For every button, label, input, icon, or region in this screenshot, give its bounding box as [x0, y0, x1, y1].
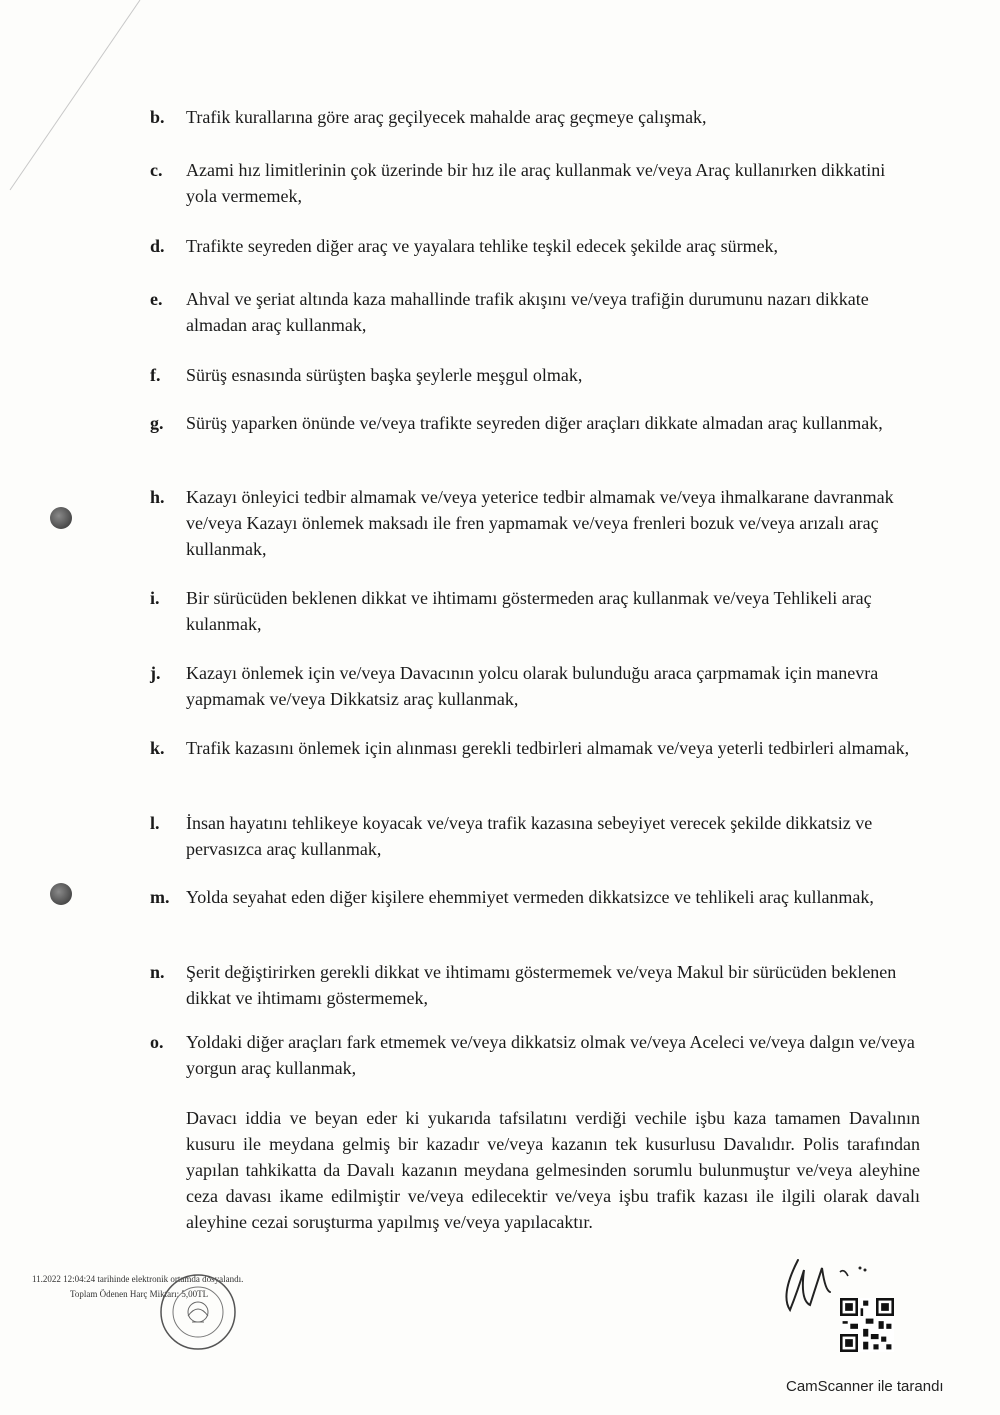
court-seal-stamp	[158, 1272, 238, 1352]
item-text: Sürüş esnasında sürüşten başka şeylerle meşgul olmak,	[186, 365, 583, 385]
scanner-watermark: CamScanner ile tarandı	[786, 1378, 944, 1395]
item-letter: j.	[150, 663, 161, 683]
paper-fold-line	[0, 0, 160, 200]
filing-note: 11.2022 12:04:24 tarihinde elektronik ortamda dosyalandı.	[32, 1274, 244, 1284]
qr-code	[840, 1298, 894, 1352]
item-text: İnsan hayatını tehlikeye koyacak ve/veya trafik kazasına sebeyiyet verecek şekilde dikkatsiz ve pervasızca araç kullanmak,	[186, 813, 873, 859]
punch-hole-bottom	[50, 883, 72, 905]
list-item-m	[150, 884, 920, 910]
closing-paragraph: Davacı iddia ve beyan eder ki yukarıda tafsilatını verdiği vechile işbu kaza tamamen Davalının kusuru ile meydana gelmiş bir kazadır ve/veya kazanın tek kusurlusu Davalıdır. Polis tarafından yapılan tahkikatta da Davalı kazanın meydana gelmesinden sorumlu bulunmuştur ve/veya aleyhine ceza davası ikame edilmiştir ve/veya edilecektir ve/veya işbu trafik kazası ile ilgili olarak davalı aleyhine cezai soruşturma yapılmış ve/veya yapılacaktır.	[186, 1108, 920, 1232]
fee-note: Toplam Ödenen Harç Miktarı: 5,00TL	[70, 1289, 209, 1299]
list-item-h	[150, 484, 920, 562]
list-item-j	[150, 660, 920, 712]
item-letter: e.	[150, 289, 163, 309]
item-text: Azami hız limitlerinin çok üzerinde bir hız ile araç kullanmak ve/veya Araç kullanırken dikkatini yola vermemek,	[186, 160, 886, 206]
item-letter: f.	[150, 365, 161, 385]
list-item-n	[150, 959, 920, 1011]
item-text: Bir sürücüden beklenen dikkat ve ihtimamı göstermeden araç kullanmak ve/veya Tehlikeli araç kulanmak,	[186, 588, 872, 634]
item-text: Trafik kazasını önlemek için alınması gerekli tedbirleri almamak ve/veya yeterli tedbirleri almamak,	[186, 738, 910, 758]
item-letter: i.	[150, 588, 160, 608]
item-letter: k.	[150, 738, 165, 758]
item-text: Trafikte seyreden diğer araç ve yayalara tehlike teşkil edecek şekilde araç sürmek,	[186, 236, 779, 256]
list-item-o	[150, 1029, 920, 1081]
item-letter: m.	[150, 887, 170, 907]
item-letter: h.	[150, 487, 165, 507]
item-letter: d.	[150, 236, 165, 256]
item-text: Yoldaki diğer araçları fark etmemek ve/veya dikkatsiz olmak ve/veya Aceleci ve/veya dalgın ve/veya yorgun araç kullanmak,	[186, 1032, 915, 1078]
item-letter: n.	[150, 962, 165, 982]
item-text: Yolda seyahat eden diğer kişilere ehemmiyet vermeden dikkatsizce ve tehlikeli araç kullanmak,	[186, 887, 874, 907]
list-item-c	[150, 157, 920, 209]
list-item-f	[150, 362, 920, 388]
item-letter: c.	[150, 160, 163, 180]
item-text: Şerit değiştirirken gerekli dikkat ve ihtimamı göstermemek ve/veya Makul bir sürücüden beklenen dikkat ve ihtimamı göstermemek,	[186, 962, 897, 1008]
list-item-i	[150, 585, 920, 637]
item-letter: g.	[150, 413, 164, 433]
list-item-g	[150, 410, 920, 436]
punch-hole-top	[50, 507, 72, 529]
item-text: Kazayı önlemek için ve/veya Davacının yolcu olarak bulunduğu araca çarpmamak için manevra yapmamak ve/veya Dikkatsiz araç kullanmak,	[186, 663, 879, 709]
list-item-b	[150, 104, 920, 130]
item-letter: b.	[150, 107, 165, 127]
list-item-l	[150, 810, 920, 862]
item-letter: l.	[150, 813, 160, 833]
list-item-d	[150, 233, 920, 259]
list-item-e	[150, 286, 920, 338]
item-text: Trafik kurallarına göre araç geçilyecek mahalde araç geçmeye çalışmak,	[186, 107, 707, 127]
item-text: Ahval ve şeriat altında kaza mahallinde trafik akışını ve/veya trafiğin durumunu nazarı dikkate almadan araç kullanmak,	[186, 289, 869, 335]
list-item-k	[150, 735, 920, 761]
item-text: Kazayı önleyici tedbir almamak ve/veya yeterice tedbir almamak ve/veya ihmalkarane davranmak ve/veya Kazayı önlemek maksadı ile fren yapmamak ve/veya frenleri bozuk ve/veya arızalı araç kullanmak,	[186, 487, 894, 559]
item-text: Sürüş yaparken önünde ve/veya trafikte seyreden diğer araçları dikkate almadan araç kullanmak,	[186, 413, 883, 433]
item-letter: o.	[150, 1032, 164, 1052]
